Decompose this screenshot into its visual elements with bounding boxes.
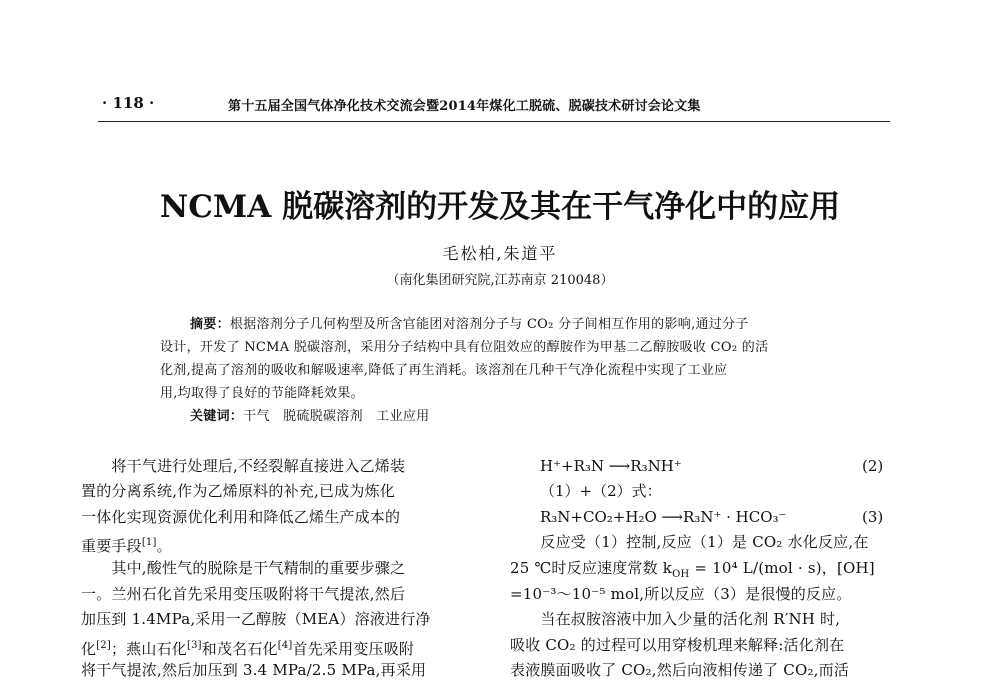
body-line: 反应受（1）控制,反应（1）是 CO₂ 水化反应,在 (510, 533, 869, 551)
body-line: 一体化实现资源优化利用和降低乙烯生产成本的 (81, 508, 401, 526)
abstract-text: 根据溶剂分子几何构型及所含官能团对溶剂分子与 CO₂ 分子间相互作用的影响,通过分子 (229, 317, 749, 332)
affiliation: （南化集团研究院,江苏南京 210048） (386, 273, 614, 288)
abstract-line: 设计，开发了 NCMA 脱碳溶剂，采用分子结构中具有位阻效应的醇胺作为甲基二乙醇胺吸收 CO₂ 的活 (160, 340, 769, 355)
body-text: 。 (156, 537, 172, 555)
body-line: 吸收 CO₂ 的过程可以用穿梭机理来解释:活化剂在 (510, 636, 845, 654)
body-line: 将干气提浓,然后加压到 3.4 MPa/2.5 MPa,再采用 (81, 661, 427, 679)
body-text: ；燕山石化 (110, 640, 187, 658)
subscript: OH (672, 569, 690, 580)
body-text: 重要手段 (81, 537, 142, 555)
body-text: 首先采用变压吸附 (292, 640, 415, 658)
body-line: 加压到 1.4MPa,采用一乙醇胺（MEA）溶液进行净 (81, 610, 431, 628)
abstract-line: 用,均取得了良好的节能降耗效果。 (160, 386, 364, 401)
body-line: 一。兰州石化首先采用变压吸附将干气提浓,然后 (81, 585, 406, 603)
body-text: 25 ℃时反应速度常数 k (510, 559, 673, 577)
abstract-line (190, 313, 749, 332)
body-text: 和茂名石化 (201, 640, 278, 658)
body-line: 其中,酸性气的脱除是干气精制的重要步骤之 (81, 559, 406, 577)
body-line: =10⁻³～10⁻⁵ mol,所以反应（3）是很慢的反应。 (510, 585, 852, 603)
citation-ref: [3] (186, 640, 202, 651)
equation-3: R₃N+CO₂+H₂O ⟶R₃N⁺ · HCO₃⁻ (540, 508, 787, 526)
abstract-label: 摘要： (190, 317, 230, 332)
keywords: 干气 脱硫脱碳溶剂 工业应用 (243, 409, 430, 424)
header-rule (98, 121, 890, 122)
body-line: 表液膜面吸收了 CO₂,然后向液相传递了 CO₂,而活 (510, 661, 850, 679)
running-header: 第十五届全国气体净化技术交流会暨2014年煤化工脱硫、脱碳技术研讨会论文集 (228, 99, 701, 114)
abstract-line: 化剂,提高了溶剂的吸收和解吸速率,降低了再生消耗。该溶剂在几种干气净化流程中实现了工业应 (160, 363, 728, 378)
body-line: 将干气进行处理后,不经裂解直接进入乙烯装 (81, 457, 406, 475)
body-text: 化 (81, 640, 97, 658)
equation-number: (2) (862, 457, 884, 475)
citation-ref: [2] (96, 640, 111, 651)
page-number: · 118 · (102, 94, 155, 112)
authors: 毛松柏,朱道平 (442, 244, 558, 263)
body-line: 当在叔胺溶液中加入少量的活化剂 R′NH 时, (510, 610, 841, 628)
body-text: = 10⁴ L/(mol · s)，[OH] (689, 559, 875, 577)
keywords-label: 关键词： (190, 409, 244, 424)
keywords-line (190, 405, 429, 424)
equation-combine: （1）+（2）式： (540, 482, 662, 500)
body-line: 置的分离系统,作为乙烯原料的补充,已成为炼化 (81, 482, 395, 500)
citation-ref: [4] (277, 640, 293, 651)
equation-number: (3) (862, 508, 884, 526)
paper-title: NCMA 脱碳溶剂的开发及其在干气净化中的应用 (159, 189, 841, 225)
citation-ref: [1] (141, 537, 157, 548)
equation-2: H⁺+R₃N ⟶R₃NH⁺ (540, 457, 682, 475)
